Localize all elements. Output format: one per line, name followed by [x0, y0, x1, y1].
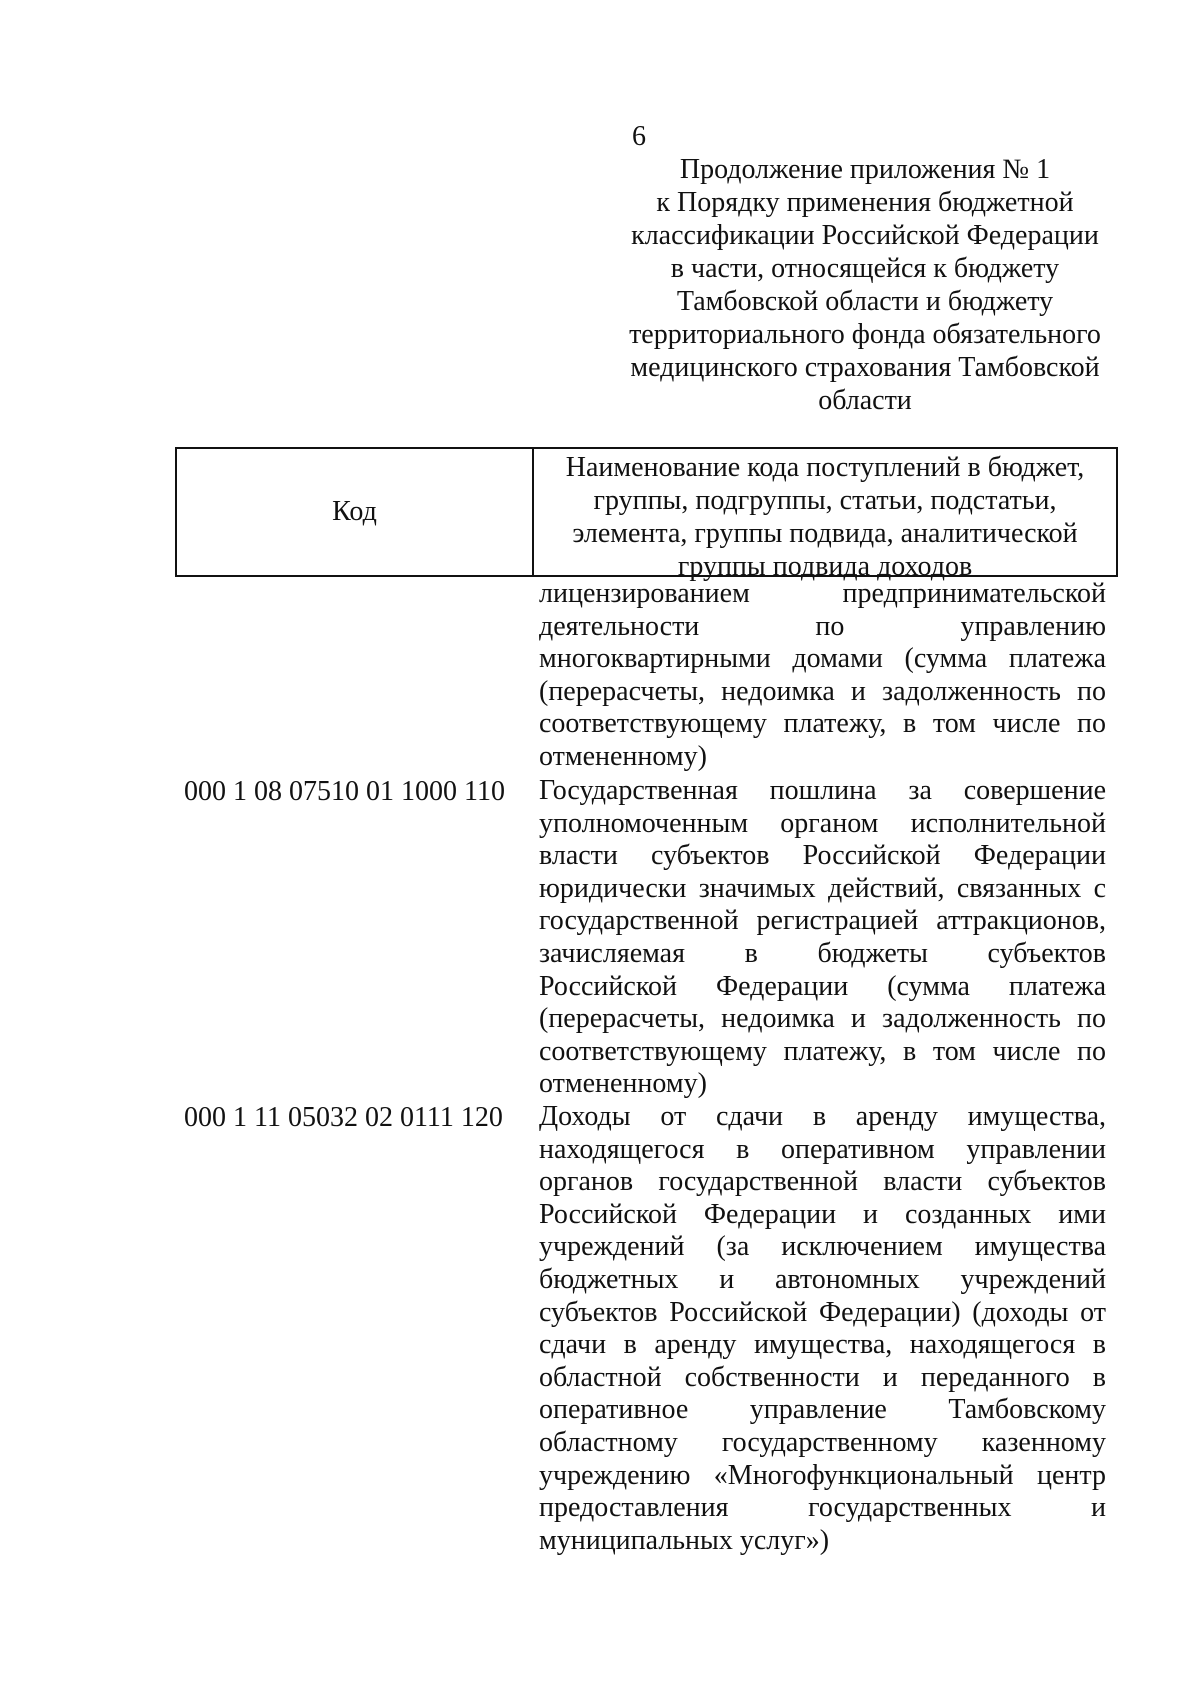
row-code: 000 1 08 07510 01 1000 110 [184, 776, 505, 807]
description-line: уполномоченным органом исполнительной [539, 807, 1106, 839]
description-line: сдачи в аренду имущества, находящегося в [539, 1329, 1106, 1361]
header-name-line: Наименование кода поступлений в бюджет, [565, 452, 1085, 483]
header-name-line: элемента, группы подвида, аналитической [572, 518, 1078, 549]
description-line: Российской Федерации (сумма платежа [539, 970, 1106, 1002]
description-line: органов государственной власти субъектов [539, 1166, 1106, 1198]
description-line: отмененному) [539, 740, 707, 772]
description-line: многоквартирными домами (сумма платежа [539, 643, 1106, 675]
table-header [175, 447, 1118, 582]
description-line: (перерасчеты, недоимка и задолженность по [539, 675, 1106, 707]
description-line: предоставления государственных и [539, 1492, 1106, 1524]
appendix-line: территориального фонда обязательного [629, 319, 1101, 350]
description-line: бюджетных и автономных учреждений [539, 1263, 1106, 1295]
description-line: учреждений (за исключением имущества [539, 1231, 1106, 1263]
appendix-line: медицинского страхования Тамбовской [630, 352, 1100, 383]
row-code: 000 1 11 05032 02 0111 120 [184, 1102, 503, 1133]
description-line: государственной регистрацией аттракционов, [539, 905, 1106, 937]
description-line: оперативное управление Тамбовскому [539, 1394, 1106, 1426]
row-description [539, 1101, 1106, 1557]
description-line: соответствующему платежу, в том числе по [539, 708, 1106, 740]
appendix-line: классификации Российской Федерации [631, 220, 1099, 251]
appendix-line: области [818, 385, 912, 416]
description-line: Российской Федерации и созданных ими [539, 1198, 1106, 1230]
appendix-line: в части, относящейся к бюджету [670, 253, 1060, 284]
appendix-line: к Порядку применения бюджетной [656, 187, 1074, 218]
header-name-cell [534, 449, 1116, 582]
description-line: Доходы от сдачи в аренду имущества, [539, 1101, 1106, 1132]
header-code-cell: Код [177, 449, 534, 575]
header-name-line: группы подвида доходов [677, 551, 973, 582]
appendix-reference [615, 153, 1115, 417]
row-description [539, 775, 1106, 1101]
description-line: муниципальных услуг») [539, 1524, 830, 1556]
row-description [539, 578, 1106, 774]
page-number: 6 [632, 121, 646, 152]
description-line: соответствующему платежу, в том числе по [539, 1035, 1106, 1067]
appendix-line: Продолжение приложения № 1 [679, 154, 1051, 185]
description-line: находящегося в оперативном управлении [539, 1133, 1106, 1165]
description-line: областной собственности и переданного в [539, 1361, 1106, 1393]
description-line: лицензированием предпринимательской [539, 578, 1106, 609]
description-line: Государственная пошлина за совершение [539, 775, 1106, 806]
description-line: (перерасчеты, недоимка и задолженность по [539, 1003, 1106, 1035]
description-line: юридически значимых действий, связанных с [539, 872, 1106, 904]
description-line: областному государственному казенному [539, 1426, 1106, 1458]
description-line: зачисляемая в бюджеты субъектов [539, 937, 1106, 969]
appendix-line: Тамбовской области и бюджету [676, 286, 1054, 317]
description-line: учреждению «Многофункциональный центр [539, 1459, 1106, 1491]
description-line: отмененному) [539, 1068, 707, 1100]
description-line: субъектов Российской Федерации) (доходы от [539, 1296, 1106, 1328]
header-name-line: группы, подгруппы, статьи, подстатьи, [593, 485, 1057, 516]
description-line: деятельности по управлению [539, 610, 1106, 642]
description-line: власти субъектов Российской Федерации [539, 840, 1106, 872]
